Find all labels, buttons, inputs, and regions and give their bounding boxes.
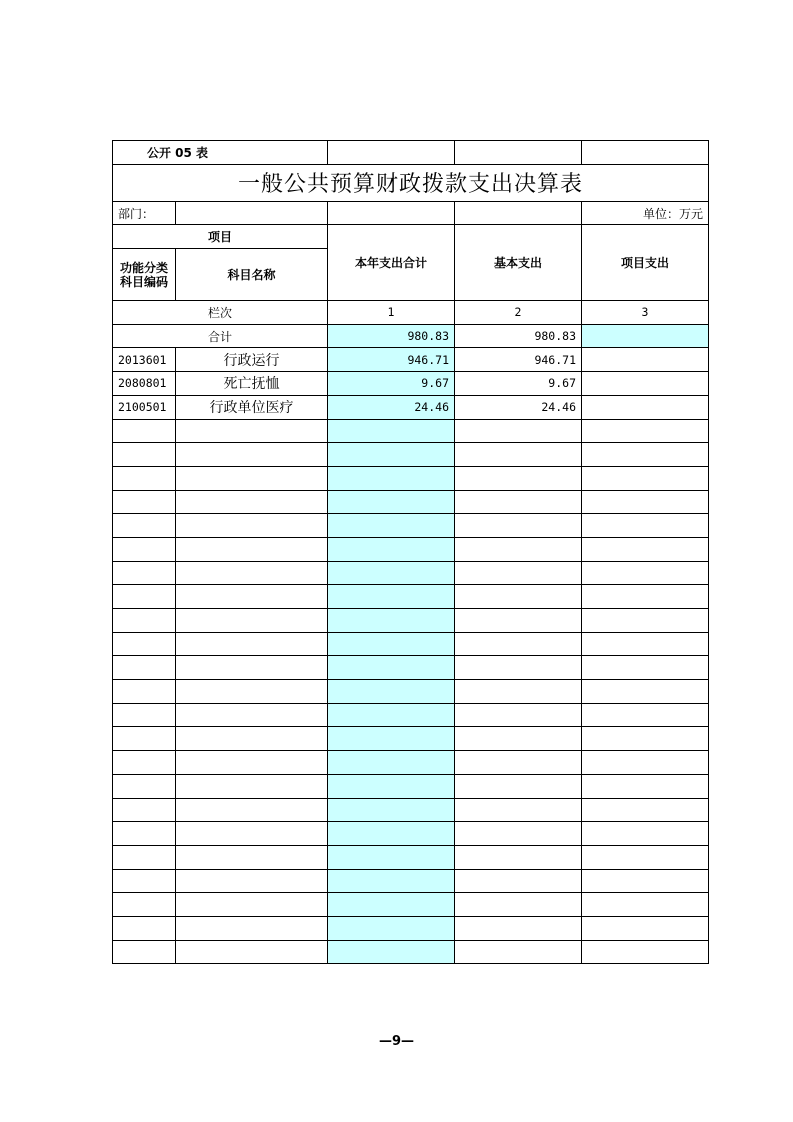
row-code: 2013601 xyxy=(113,348,176,372)
empty-cell xyxy=(455,869,582,893)
empty-cell xyxy=(176,466,328,490)
header-project-expense: 项目支出 xyxy=(582,225,709,301)
row-name: 死亡抚恤 xyxy=(176,372,328,396)
total-project-expense xyxy=(582,324,709,348)
empty-cell xyxy=(113,656,176,680)
dept-row xyxy=(113,201,709,225)
empty-cell xyxy=(176,537,328,561)
empty-row xyxy=(113,822,709,846)
empty-cell xyxy=(176,490,328,514)
empty-cell xyxy=(113,466,176,490)
empty-cell xyxy=(582,774,709,798)
empty-cell xyxy=(113,798,176,822)
empty-cell xyxy=(582,916,709,940)
empty-cell xyxy=(455,537,582,561)
empty-row xyxy=(113,609,709,633)
empty-row xyxy=(113,680,709,704)
empty-cell xyxy=(328,727,455,751)
empty-cell xyxy=(455,443,582,467)
total-label: 合计 xyxy=(113,324,328,348)
empty-cell xyxy=(455,490,582,514)
empty-cell xyxy=(328,585,455,609)
empty-cell xyxy=(113,514,176,538)
empty-cell xyxy=(328,632,455,656)
empty-cell xyxy=(455,466,582,490)
empty-row xyxy=(113,656,709,680)
empty-cell xyxy=(455,822,582,846)
code-row xyxy=(113,141,709,165)
empty-cell xyxy=(455,798,582,822)
empty-cell xyxy=(455,845,582,869)
empty-cell xyxy=(582,751,709,775)
empty-cell xyxy=(113,703,176,727)
empty-cell xyxy=(113,419,176,443)
empty-cell xyxy=(176,656,328,680)
empty-cell xyxy=(176,845,328,869)
row-project-expense xyxy=(582,395,709,419)
empty-cell xyxy=(582,609,709,633)
table-row xyxy=(113,348,709,372)
empty-cell xyxy=(176,514,328,538)
empty-cell xyxy=(455,916,582,940)
row-basic: 24.46 xyxy=(455,395,582,419)
empty-row xyxy=(113,490,709,514)
empty-row xyxy=(113,893,709,917)
empty-row xyxy=(113,940,709,964)
row-name: 行政单位医疗 xyxy=(176,395,328,419)
empty-cell xyxy=(582,893,709,917)
empty-cell xyxy=(176,419,328,443)
empty-cell xyxy=(113,822,176,846)
header-project: 项目 xyxy=(113,225,328,249)
total-amount: 980.83 xyxy=(328,324,455,348)
empty-cell xyxy=(176,798,328,822)
row-total: 946.71 xyxy=(328,348,455,372)
empty-cell xyxy=(113,940,176,964)
row-project-expense xyxy=(582,372,709,396)
empty-row xyxy=(113,632,709,656)
empty-cell xyxy=(113,727,176,751)
empty-row xyxy=(113,916,709,940)
dept-value xyxy=(176,201,328,225)
column-index-row xyxy=(113,301,709,325)
empty-cell xyxy=(113,680,176,704)
empty-cell xyxy=(582,822,709,846)
dept-label: 部门： xyxy=(113,201,176,225)
empty-cell xyxy=(328,514,455,538)
empty-cell xyxy=(582,490,709,514)
empty-cell xyxy=(176,893,328,917)
empty-cell xyxy=(455,727,582,751)
empty-cell xyxy=(328,845,455,869)
empty-cell xyxy=(455,940,582,964)
empty-cell xyxy=(582,845,709,869)
empty-cell xyxy=(582,585,709,609)
empty-cell xyxy=(582,443,709,467)
empty-cell xyxy=(113,585,176,609)
empty-cell xyxy=(328,822,455,846)
empty-cell xyxy=(328,466,455,490)
empty-cell xyxy=(582,680,709,704)
header-subject-name: 科目名称 xyxy=(176,249,328,301)
empty-cell xyxy=(176,609,328,633)
row-project-expense xyxy=(582,348,709,372)
column-index-1: 1 xyxy=(328,301,455,325)
total-basic: 980.83 xyxy=(455,324,582,348)
empty-cell xyxy=(455,514,582,538)
empty-cell xyxy=(582,632,709,656)
table-title: 一般公共预算财政拨款支出决算表 xyxy=(113,164,709,201)
empty-row xyxy=(113,845,709,869)
empty-cell xyxy=(582,703,709,727)
page-number: —9— xyxy=(378,1034,415,1049)
empty-cell xyxy=(328,680,455,704)
empty-cell xyxy=(176,822,328,846)
empty-cell xyxy=(582,561,709,585)
empty-cell xyxy=(582,940,709,964)
row-basic: 9.67 xyxy=(455,372,582,396)
empty-cell xyxy=(455,419,582,443)
empty-cell xyxy=(582,798,709,822)
empty-cell xyxy=(328,751,455,775)
empty-cell xyxy=(113,490,176,514)
empty-cell xyxy=(113,609,176,633)
empty-row xyxy=(113,727,709,751)
empty-cell xyxy=(328,869,455,893)
empty-cell xyxy=(176,632,328,656)
empty-row xyxy=(113,798,709,822)
empty-row xyxy=(113,419,709,443)
empty-cell xyxy=(176,727,328,751)
row-code: 2080801 xyxy=(113,372,176,396)
empty-cell xyxy=(455,585,582,609)
empty-cell xyxy=(328,893,455,917)
budget-table xyxy=(112,140,709,964)
empty-cell xyxy=(582,869,709,893)
empty-cell xyxy=(328,656,455,680)
header-row-1 xyxy=(113,225,709,249)
row-name: 行政运行 xyxy=(176,348,328,372)
empty-cell xyxy=(176,869,328,893)
empty-cell xyxy=(176,703,328,727)
empty-cell xyxy=(455,609,582,633)
empty-cell xyxy=(328,798,455,822)
empty-row xyxy=(113,443,709,467)
empty-cell xyxy=(113,893,176,917)
empty-row xyxy=(113,585,709,609)
empty-cell xyxy=(455,751,582,775)
empty-cell xyxy=(455,680,582,704)
empty-cell xyxy=(328,490,455,514)
empty-cell xyxy=(455,774,582,798)
empty-cell xyxy=(455,632,582,656)
empty-cell xyxy=(113,774,176,798)
empty-cell xyxy=(328,940,455,964)
empty-cell xyxy=(455,893,582,917)
empty-cell xyxy=(176,916,328,940)
empty-cell xyxy=(176,751,328,775)
empty-cell xyxy=(113,537,176,561)
empty-row xyxy=(113,466,709,490)
empty-cell xyxy=(328,537,455,561)
empty-cell xyxy=(113,916,176,940)
column-index-3: 3 xyxy=(582,301,709,325)
empty-cell xyxy=(113,561,176,585)
empty-cell xyxy=(455,561,582,585)
empty-cell xyxy=(582,537,709,561)
empty-cell xyxy=(176,680,328,704)
empty-cell xyxy=(328,561,455,585)
table-row xyxy=(113,395,709,419)
empty-cell xyxy=(328,703,455,727)
empty-row xyxy=(113,774,709,798)
table-code: 公开 05 表 xyxy=(113,141,328,165)
title-row xyxy=(113,164,709,201)
row-code: 2100501 xyxy=(113,395,176,419)
empty-cell xyxy=(582,419,709,443)
empty-cell xyxy=(328,443,455,467)
total-row xyxy=(113,324,709,348)
empty-cell xyxy=(582,514,709,538)
row-total: 9.67 xyxy=(328,372,455,396)
empty-cell xyxy=(582,727,709,751)
empty-cell xyxy=(176,940,328,964)
empty-row xyxy=(113,703,709,727)
empty-cell xyxy=(176,561,328,585)
empty-cell xyxy=(328,609,455,633)
empty-cell xyxy=(455,656,582,680)
empty-row xyxy=(113,751,709,775)
empty-cell xyxy=(176,585,328,609)
empty-cell xyxy=(176,443,328,467)
empty-row xyxy=(113,537,709,561)
table-row xyxy=(113,372,709,396)
row-basic: 946.71 xyxy=(455,348,582,372)
empty-row xyxy=(113,561,709,585)
empty-row xyxy=(113,869,709,893)
empty-cell xyxy=(113,443,176,467)
header-basic: 基本支出 xyxy=(455,225,582,301)
empty-cell xyxy=(328,419,455,443)
empty-cell xyxy=(113,845,176,869)
empty-cell xyxy=(582,466,709,490)
column-index-label: 栏次 xyxy=(113,301,328,325)
empty-cell xyxy=(113,869,176,893)
header-total: 本年支出合计 xyxy=(328,225,455,301)
empty-cell xyxy=(328,916,455,940)
column-index-2: 2 xyxy=(455,301,582,325)
empty-cell xyxy=(455,703,582,727)
empty-cell xyxy=(328,774,455,798)
empty-row xyxy=(113,514,709,538)
empty-cell xyxy=(176,774,328,798)
unit-label: 单位：万元 xyxy=(582,201,709,225)
empty-cell xyxy=(113,632,176,656)
empty-cell xyxy=(582,656,709,680)
empty-cell xyxy=(113,751,176,775)
header-func-code: 功能分类科目编码 xyxy=(113,249,176,301)
row-total: 24.46 xyxy=(328,395,455,419)
